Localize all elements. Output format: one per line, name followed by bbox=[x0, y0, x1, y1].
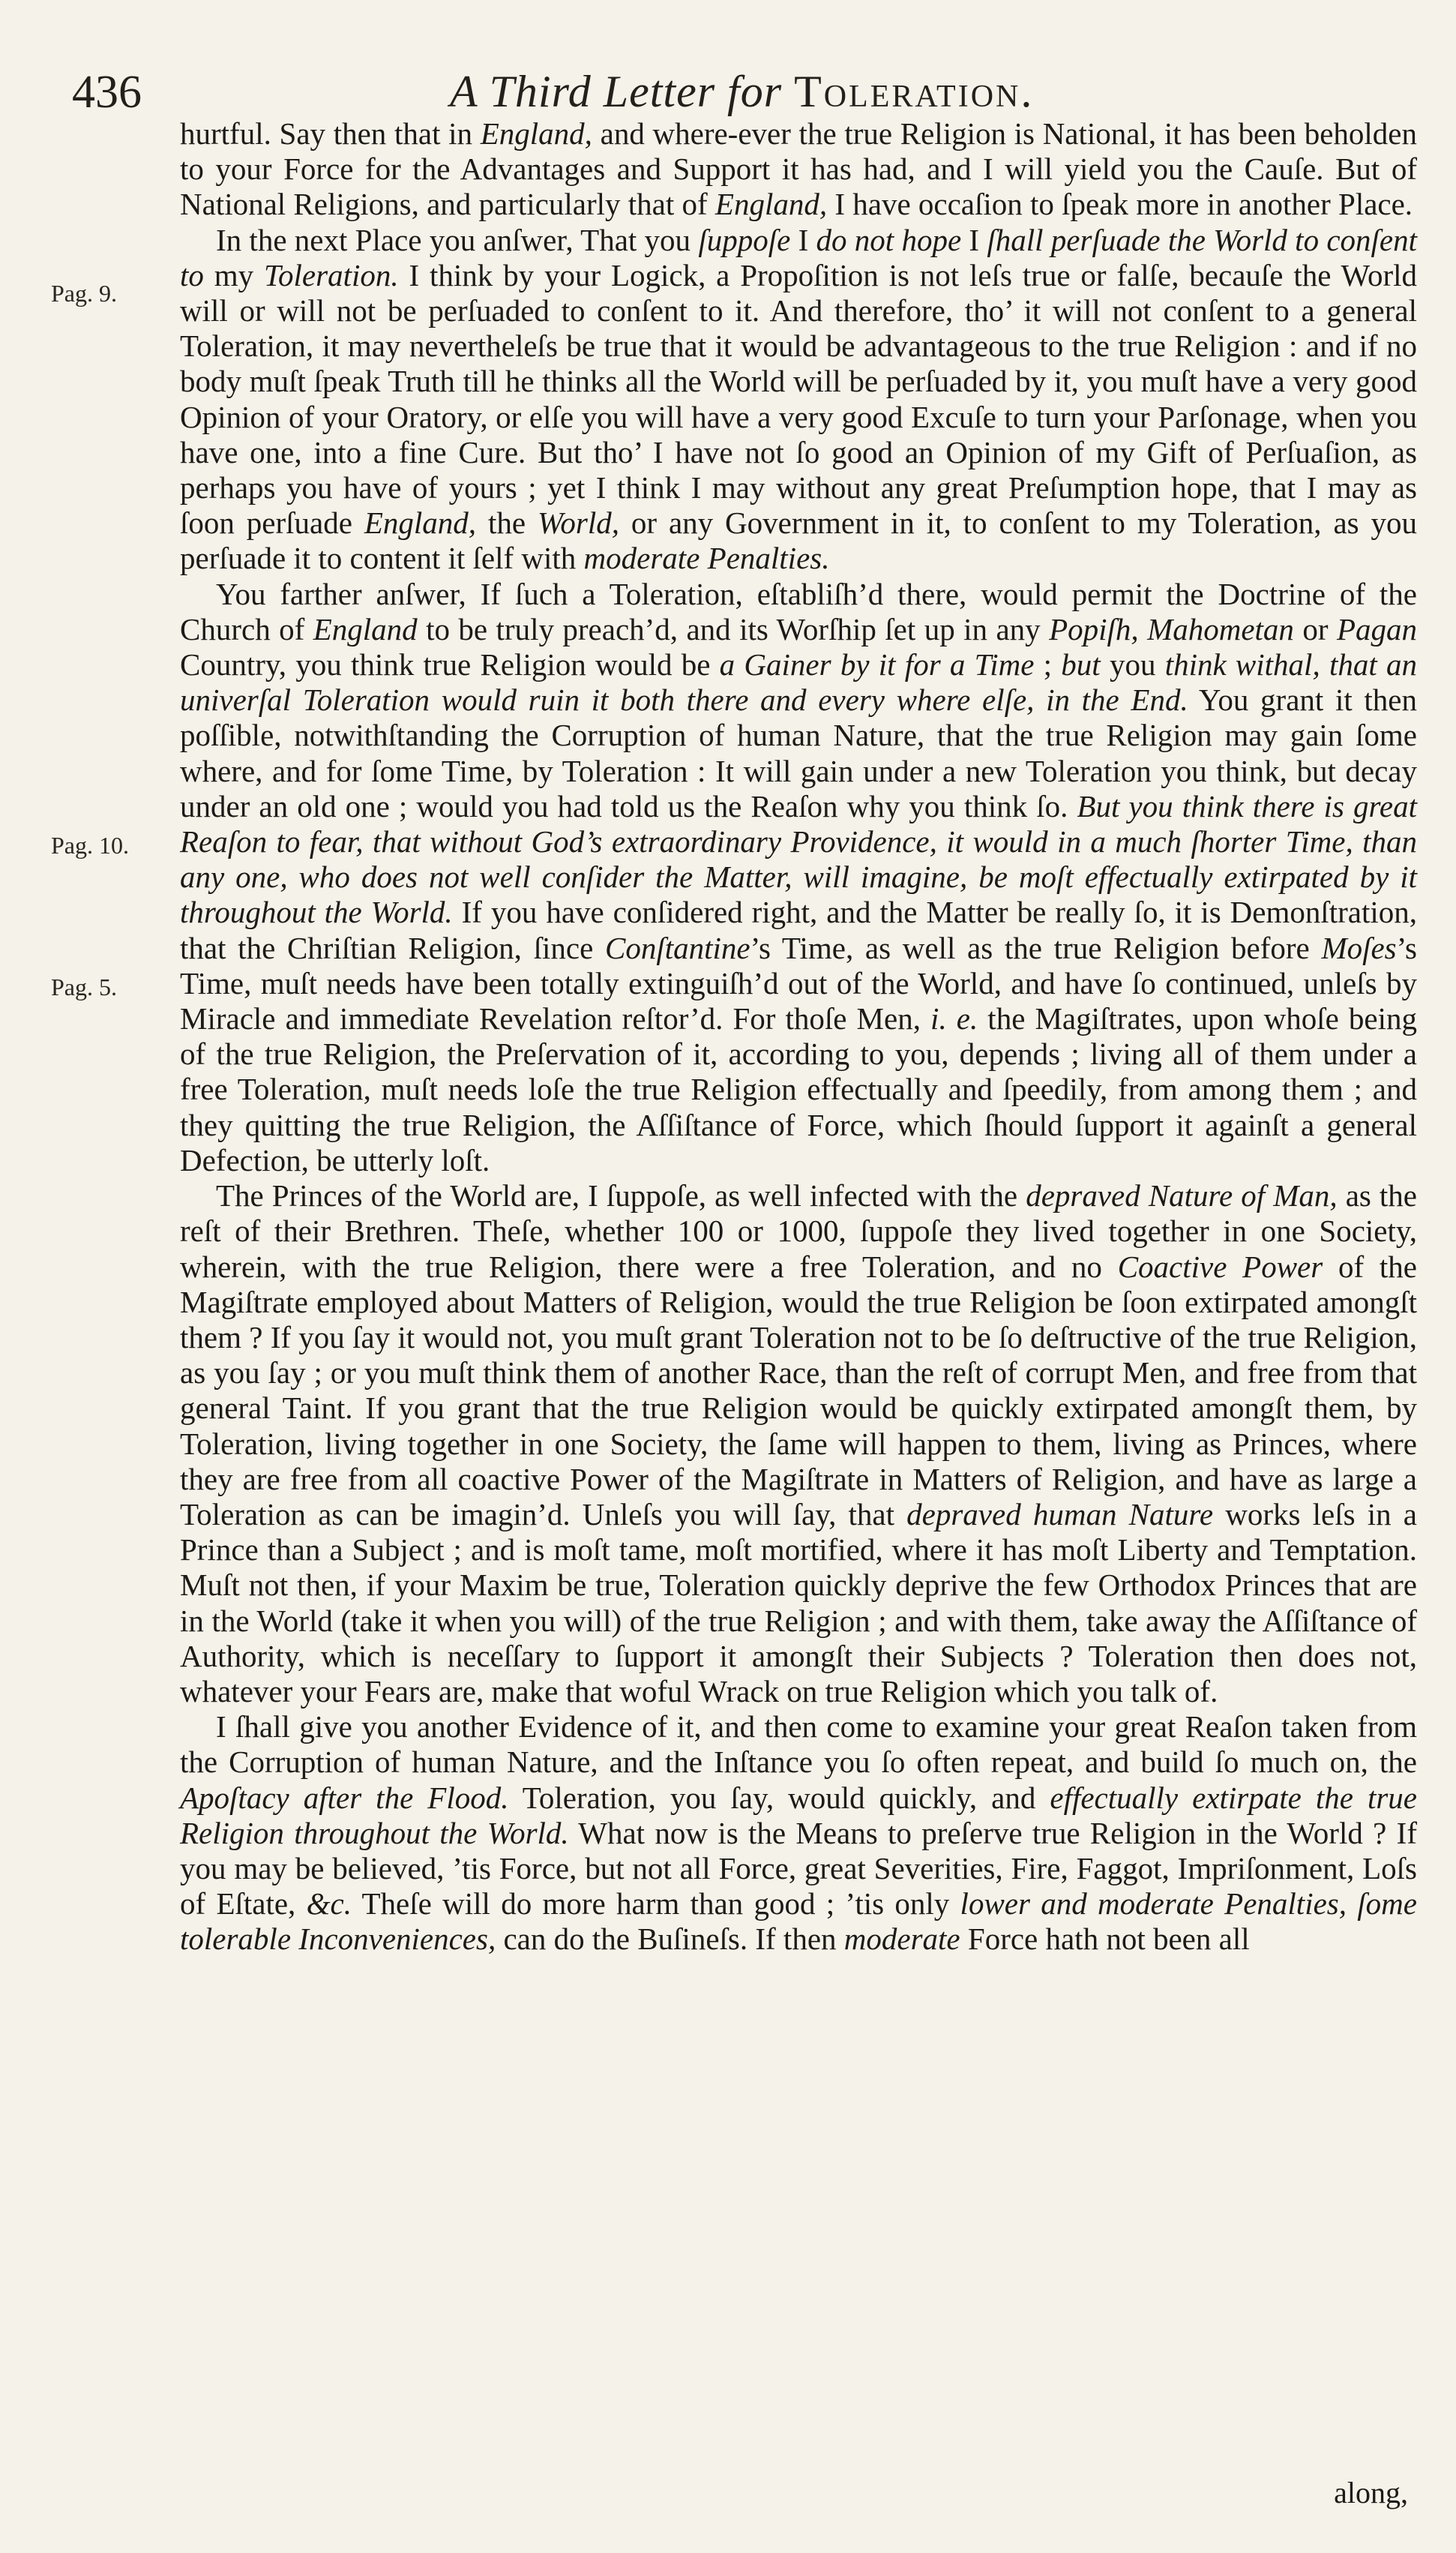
page-number: 436 bbox=[72, 67, 142, 118]
text-run: hurtful. Say then that in bbox=[180, 116, 481, 151]
italic-run: but bbox=[1061, 647, 1101, 682]
text-run: You grant it then poſſible, notwithſtanding the Corruption of human Nature, that the true Religion may gain ſome where, and for ſome Time, by Toleration : It will gain under a new Toleration you think, but decay under an old one ; would you had told us the Reaſon why you think ſo. bbox=[180, 682, 1417, 824]
italic-run: Conſtantine bbox=[604, 930, 750, 965]
running-title-caps: Toleration. bbox=[794, 67, 1035, 116]
text-run: If you have conſidered right, and the Matter be really ſo, it is Demonſtration, that the Chriſtian Religion, ſince bbox=[180, 895, 1418, 965]
text-run: The Princes of the World are, I ſuppoſe, as well infected with the bbox=[216, 1178, 1026, 1214]
text-run: Country, you think true Religion would be bbox=[180, 647, 720, 682]
italic-run: think withal, that an univerſal Toleration would ruin it both there and every where elſe, in the End. bbox=[180, 647, 1417, 718]
text-run: I think by your Logick, a Propoſition is not leſs true or falſe, becauſe the World will or will not be perſuaded to conſent to it. And therefore, tho’ it will not conſent to a general Toleration, it may nevertheleſs be true that it would be advantageous to the true Religion : and if no body muſt ſpeak Truth till he thinks all the World will be perſuaded by it, you muſt have a very good Opinion of your Oratory, or elſe you will have a very good Excuſe to turn your Parſonage, when you have one, into a fine Cure. But tho’ I have not ſo good an Opinion of my Gift of Perſuaſion, as perhaps you have of yours ; yet I think I may without any great Preſumption hope, that I may as ſoon perſuade bbox=[180, 257, 1417, 541]
margin-reference: Pag. 9. bbox=[51, 280, 117, 307]
italic-run: moderate bbox=[843, 1922, 960, 1957]
text-run: and where-ever the true Religion is National, it has been beholden to your Force for the Advantages and Support it has had, and I will yield you the Cauſe. But of National Religions, and particularly that of bbox=[180, 116, 1417, 222]
italic-run: effectually extirpate the true Religion throughout the World. bbox=[180, 1780, 1417, 1850]
margin-reference: Pag. 5. bbox=[51, 974, 117, 1000]
italic-run: ſuppoſe bbox=[698, 222, 791, 257]
text-run: Theſe will do more harm than good ; ’tis only bbox=[351, 1886, 960, 1922]
text-run: as the reſt of their Brethren. Theſe, whether 100 or 1000, ſuppoſe they lived together in one Society, wherein, with the true Religion, there were a free Toleration, and no bbox=[180, 1178, 1417, 1284]
text-run: In the next Place you anſwer, That you bbox=[216, 222, 699, 257]
italic-run: a Gainer by it for a Time bbox=[719, 647, 1035, 682]
italic-run: Coactive Power bbox=[1117, 1249, 1323, 1284]
text-run: of the Magiſtrate employed about Matters of Religion, would the true Religion be ſoon extirpated amongſt them ? If you ſay it would not, you muſt grant Toleration not to be ſo deſtructive of the true Religion, as you ſay ; or you muſt think them of another Race, than the reſt of corrupt Men, and free from that general Taint. If you grant that the true Religion would be quickly extirpated amongſt them, by Toleration, living together in one Society, the ſame will happen to them, living as Princes, where they are free from all coactive Power of the Magiſtrate in Matters of Religion, and have as large a Toleration as can be imagin’d. Unleſs you will ſay, that bbox=[180, 1249, 1417, 1532]
paragraph bbox=[180, 1178, 1417, 1709]
italic-run: But you think there is great Reaſon to fear, that without God’s extraordinary Providence, it would in a much ſhorter Time, than any one, who does not well conſider the Matter, will imagine, be moſt effectually extirpated by it throughout the World. bbox=[180, 788, 1417, 930]
catchword: along, bbox=[1334, 2476, 1408, 2510]
text-run: or bbox=[1293, 611, 1337, 646]
italic-run: &c. bbox=[306, 1886, 352, 1922]
text-run: Force hath not been all bbox=[960, 1922, 1250, 1957]
text-run: ’s Time, muſt needs have been totally extinguiſh’d out of the World, and have ſo continued, unleſs by Miracle and immediate Revelation reſtor’d. For thoſe Men, bbox=[180, 930, 1417, 1036]
text-run: works leſs in a Prince than a Subject ; and is moſt tame, moſt mortified, where it has moſt Liberty and Temptation. Muſt not then, if your Maxim be true, Toleration quickly deprive the few Orthodox Princes that are in the World (take it when you will) of the true Religion ; and with them, take away the Aſſiſtance of Authority, which is neceſſary to ſupport it amongſt their Subjects ? Toleration then does not, whatever your Fears are, make that woful Wrack on true Religion which you talk of. bbox=[180, 1496, 1417, 1708]
paragraph bbox=[180, 116, 1417, 223]
text-run: ; bbox=[1034, 647, 1062, 682]
text-run: can do the Buſineſs. If then bbox=[496, 1922, 844, 1957]
italic-run: Pagan bbox=[1336, 611, 1417, 646]
margin-reference: Pag. 10. bbox=[51, 832, 129, 859]
italic-run: England bbox=[313, 611, 418, 646]
paragraph bbox=[180, 1709, 1417, 1957]
text-run: the Magiſtrates, upon whoſe being of the true Religion, the Preſervation of it, according to you, depends ; living all of them under a free Toleration, muſt needs loſe the true Religion effectually and ſpeedily, from among them ; and they quitting the true Religion, the Aſſiſtance of Force, which ſhould ſupport it againſt a general Defection, be utterly loſt. bbox=[180, 1001, 1417, 1178]
italic-run: World, bbox=[537, 506, 619, 541]
italic-run: Moſes bbox=[1321, 930, 1397, 965]
italic-run: depraved human Nature bbox=[906, 1496, 1214, 1532]
text-run: You farther anſwer, If ſuch a Toleration, eſtabliſh’d there, would permit the Doctrine of the Church of bbox=[180, 576, 1417, 646]
italic-run: depraved Nature of Man, bbox=[1026, 1178, 1338, 1214]
italic-run: lower and moderate Penalties, ſome tolerable Inconveniences, bbox=[180, 1886, 1417, 1957]
italic-run: England, bbox=[364, 506, 477, 541]
text-run: Toleration, you ſay, would quickly, and bbox=[508, 1780, 1050, 1815]
running-title-italic: A Third Letter for bbox=[450, 67, 783, 116]
text-run: the bbox=[476, 506, 538, 541]
italic-run: moderate Penalties. bbox=[583, 541, 830, 576]
paragraph bbox=[180, 577, 1417, 1178]
text-run: What now is the Means to preſerve true Religion in the World ? If you may be believed, ’tis Force, but not all Force, great Severities, Fire, Faggot, Impriſonment, Loſs of Eſtate, bbox=[180, 1815, 1417, 1922]
text-run: you bbox=[1100, 647, 1165, 682]
italic-run: Popiſh, Mahometan bbox=[1049, 611, 1294, 646]
body-text bbox=[180, 116, 1417, 1958]
text-run: ’s Time, as well as the true Religion before bbox=[750, 930, 1322, 965]
paragraph bbox=[180, 223, 1417, 577]
italic-run: England, bbox=[480, 116, 592, 151]
text-run: my bbox=[203, 257, 264, 292]
text-run: or any Government in it, to conſent to my Toleration, as you perſuade it to content it ſelf with bbox=[180, 506, 1418, 576]
text-run: I have occaſion to ſpeak more in another Place. bbox=[827, 187, 1413, 222]
italic-run: Apoſtacy after the Flood. bbox=[180, 1780, 509, 1815]
text-run: I ſhall give you another Evidence of it, and then come to examine your great Reaſon taken from the Corruption of human Nature, and the Inſtance you ſo often repeat, and build ſo much on, the bbox=[180, 1709, 1417, 1780]
italic-run: Toleration. bbox=[264, 257, 399, 292]
text-run: to be truly preach’d, and its Worſhip ſet up in any bbox=[417, 611, 1050, 646]
italic-run: do not hope bbox=[816, 222, 962, 257]
italic-run: England, bbox=[715, 187, 828, 222]
text-run: I bbox=[961, 222, 987, 257]
italic-run: ſhall perſuade the World to conſent to bbox=[180, 222, 1418, 292]
running-title bbox=[450, 66, 1034, 118]
italic-run: i. e. bbox=[930, 1001, 978, 1036]
text-run: I bbox=[790, 222, 816, 257]
